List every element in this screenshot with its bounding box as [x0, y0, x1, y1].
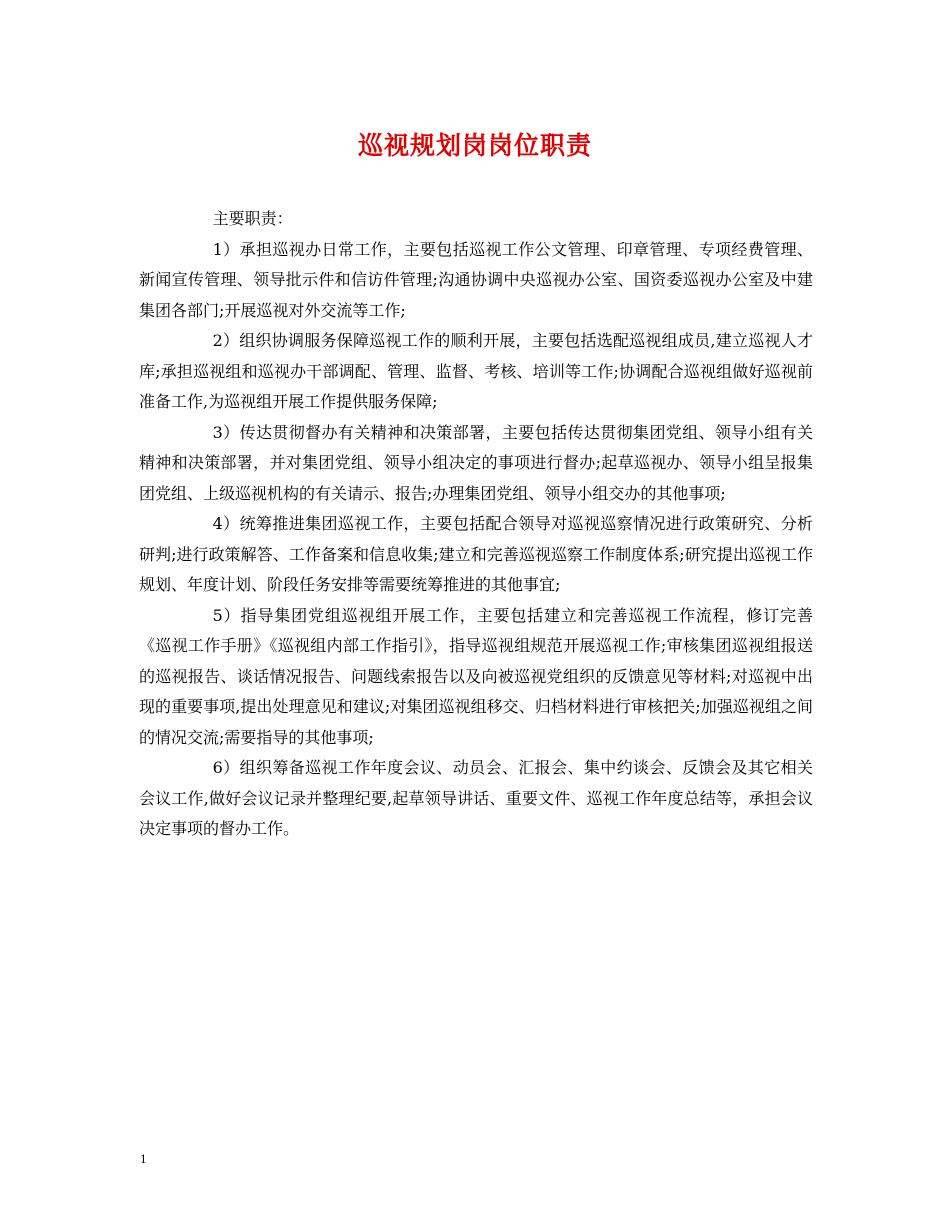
duty-item-1: 1）承担巡视办日常工作，主要包括巡视工作公文管理、印章管理、专项经费管理、新闻宣传管理、领导批示件和信访件管理;沟通协调中央巡视办公室、国资委巡视办公室及中建集团各部门;开展巡视对外交流等工作;	[139, 239, 813, 320]
duty-item-4: 4）统筹推进集团巡视工作，主要包括配合领导对巡视巡察情况进行政策研究、分析研判;进行政策解答、工作备案和信息收集;建立和完善巡视巡察工作制度体系;研究提出巡视工作规划、年度计划、阶段任务安排等需要统筹推进的其他事宜;	[139, 514, 813, 594]
duty-item-2: 2）组织协调服务保障巡视工作的顺利开展，主要包括选配巡视组成员,建立巡视人才库;承担巡视组和巡视办干部调配、管理、监督、考核、培训等工作;协调配合巡视组做好巡视前准备工作,为巡视组开展工作提供服务保障;	[139, 331, 813, 411]
duty-item-3: 3）传达贯彻督办有关精神和决策部署，主要包括传达贯彻集团党组、领导小组有关精神和决策部署，并对集团党组、领导小组决定的事项进行督办;起草巡视办、领导小组呈报集团党组、上级巡视机构的有关请示、报告;办理集团党组、领导小组交办的其他事项;	[139, 422, 813, 503]
duty-item-6: 6）组织筹备巡视工作年度会议、动员会、汇报会、集中约谈会、反馈会及其它相关会议工作,做好会议记录并整理纪要,起草领导讲话、重要文件、巡视工作年度总结等，承担会议决定事项的督办工作。	[139, 758, 813, 838]
document-body	[139, 204, 813, 845]
duty-item-5: 5）指导集团党组巡视组开展工作，主要包括建立和完善巡视工作流程，修订完善《巡视工作手册》《巡视组内部工作指引》，指导巡视组规范开展巡视工作;审核集团巡视组报送的巡视报告、谈话情况报告、问题线索报告以及向被巡视党组织的反馈意见等材料;对巡视中出现的重要事项,提出处理意见和建议;对集团巡视组移交、归档材料进行审核把关;加强巡视组之间的情况交流;需要指导的其他事项;	[139, 605, 813, 747]
page-number: 1	[140, 1151, 147, 1166]
intro-heading: 主要职责：	[212, 209, 293, 228]
page-title: 巡视规划岗岗位职责	[357, 131, 592, 160]
